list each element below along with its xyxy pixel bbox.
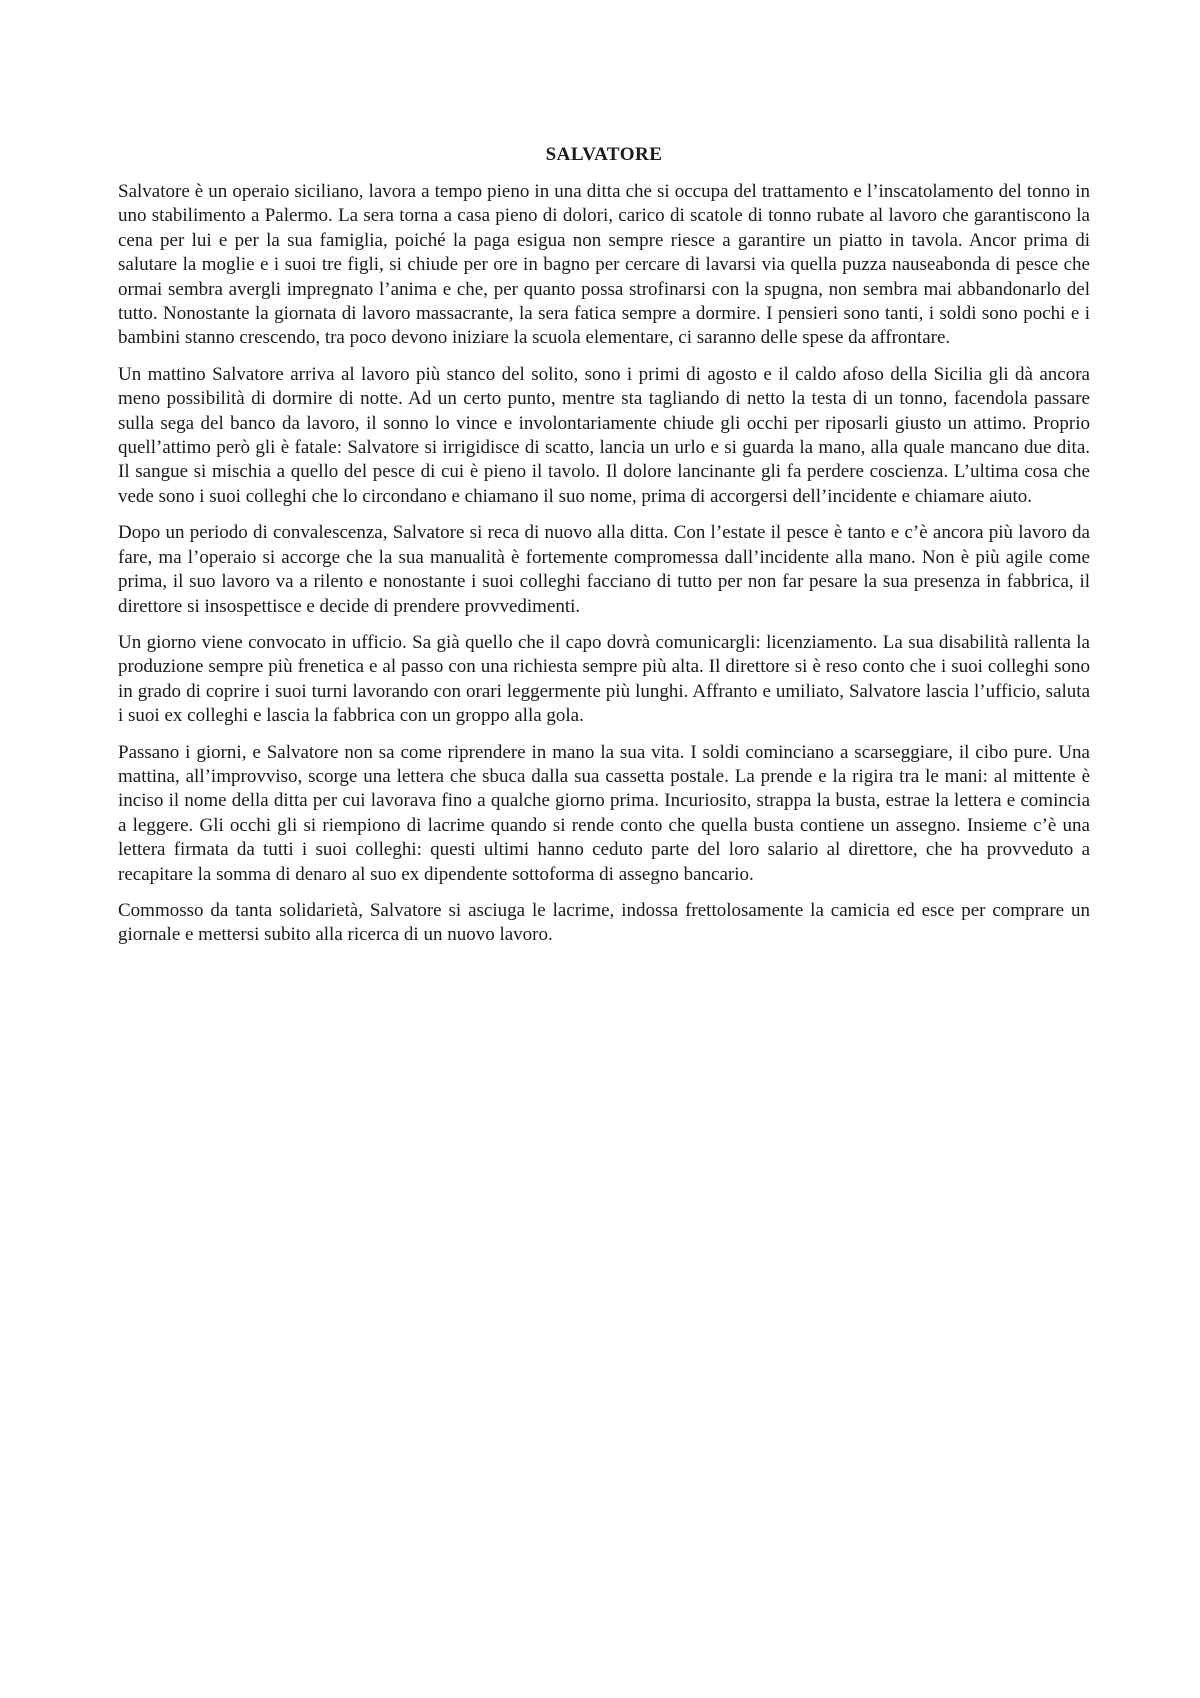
paragraph-1: Salvatore è un operaio siciliano, lavora a tempo pieno in una ditta che si occupa del trattamento e l’inscatolamento del tonno in uno stabilimento a Palermo. La sera torna a casa pieno di dolori, carico di scatole di tonno rubate al lavoro che garantiscono la cena per lui e per la sua famiglia, poiché la paga esigua non sempre riesce a garantire un piatto in tavola. Ancor prima di salutare la moglie e i suoi tre figli, si chiude per ore in bagno per cercare di lavarsi via quella puzza nauseabonda di pesce che ormai sembra avergli impregnato l’anima e che, per quanto possa strofinarsi con la spugna, non sembra mai abbandonarlo del tutto. Nonostante la giornata di lavoro massacrante, la sera fatica sempre a dormire. I pensieri sono tanti, i soldi sono pochi e i bambini stanno crescendo, tra poco devono iniziare la scuola elementare, ci saranno delle spese da affrontare. xyxy=(118,181,1090,349)
paragraph-3: Dopo un periodo di convalescenza, Salvatore si reca di nuovo alla ditta. Con l’estate il pesce è tanto e c’è ancora più lavoro da fare, ma l’operaio si accorge che la sua manualità è fortemente compromessa dall’incidente alla mano. Non è più agile come prima, il suo lavoro va a rilento e nonostante i suoi colleghi facciano di tutto per non far pesare la sua presenza in fabbrica, il direttore si insospettisce e decide di prendere provvedimenti. xyxy=(118,522,1090,617)
paragraph-5: Passano i giorni, e Salvatore non sa come riprendere in mano la sua vita. I soldi cominciano a scarseggiare, il cibo pure. Una mattina, all’improvviso, scorge una lettera che sbuca dalla sua cassetta postale. La prende e la rigira tra le mani: al mittente è inciso il nome della ditta per cui lavorava fino a qualche giorno prima. Incuriosito, strappa la busta, estrae la lettera e comincia a leggere. Gli occhi gli si riempiono di lacrime quando si rende conto che quella busta contiene un assegno. Insieme c’è una lettera firmata da tutti i suoi colleghi: questi ultimi hanno ceduto parte del loro salario al direttore, che ha provveduto a recapitare la somma di denaro al suo ex dipendente sottoforma di assegno bancario. xyxy=(118,741,1090,885)
document-body xyxy=(118,143,1090,960)
paragraph-6: Commosso da tanta solidarietà, Salvatore si asciuga le lacrime, indossa frettolosamente la camicia ed esce per comprare un giornale e mettersi subito alla ricerca di un nuovo lavoro. xyxy=(118,899,1090,946)
paragraph-2: Un mattino Salvatore arriva al lavoro più stanco del solito, sono i primi di agosto e il caldo afoso della Sicilia gli dà ancora meno possibilità di dormire di notte. Ad un certo punto, mentre sta tagliando di netto la testa di un tonno, facendola passare sulla sega del banco da lavoro, il sonno lo vince e involontariamente chiude gli occhi per riposarli giusto un attimo. Proprio quell’attimo però gli è fatale: Salvatore si irrigidisce di scatto, lancia un urlo e si guarda la mano, alla quale mancano due dita. Il sangue si mischia a quello del pesce di cui è pieno il tavolo. Il dolore lancinante gli fa perdere coscienza. L’ultima cosa che vede sono i suoi colleghi che lo circondano e chiamano il suo nome, prima di accorgersi dell’incidente e chiamare aiuto. xyxy=(118,363,1090,507)
paragraph-4: Un giorno viene convocato in ufficio. Sa già quello che il capo dovrà comunicargli: licenziamento. La sua disabilità rallenta la produzione sempre più frenetica e al passo con una richiesta sempre più alta. Il direttore si è reso conto che i suoi colleghi sono in grado di coprire i suoi turni lavorando con orari leggermente più lunghi. Affranto e umiliato, Salvatore lascia l’ufficio, saluta i suoi ex colleghi e lascia la fabbrica con un groppo alla gola. xyxy=(118,631,1090,727)
page-title: SALVATORE xyxy=(545,144,663,165)
